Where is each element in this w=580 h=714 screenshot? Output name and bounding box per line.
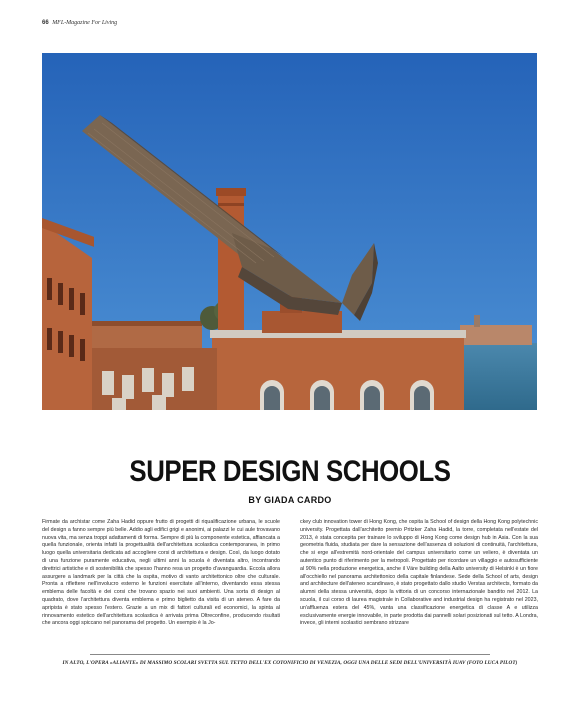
hero-photo — [42, 53, 537, 410]
article-title: SUPER DESIGN SCHOOLS — [129, 455, 451, 488]
body-column-left: Firmate da archistar come Zaha Hadid oppure frutto di progetti di riqualificazione urbana, le scuole del design a fanno sempre più belle. Addio agli edifici grigi e anonimi, ai palazzi le cui aule trovavano nuova vita, ma senza troppi adattamenti di forma. Sempre di più la componente estetica, affiancata a quella funzionale, orienta infatti la progettualità dell'architettura scolastica contemporanea, in primo luogo quella universitaria dedicata ad accogliere corsi di architettura e design. Così, da luogo dotato di una funzione puramente educativa, negli ultimi anni la scuola è diventata altro, incontrando direttrici artistiche e di sostenibilità che spesso l'hanno resa un progetto d'avanguardia. Eccola allora assurgere a landmark per la città che la ospita, motivo di vanto architettonico oltre che culturale. Pronta a riflettere nell'involucro esterno le funzioni esercitate all'interno, diventando essa stessa emblema delle facoltà e dei corsi che trovano spazio nei suoi ambienti. Una sorta di design al quadrato, dove l'architettura diventa emblema e primo biglietto da visita di un ateneo. A fare da apripista è stato spesso l'estero. Grazie a un mix di fattori culturali ed economici, la spinta al rinnovamento estetico dell'architettura scolastica è arrivata prima Oltreconfine, producendo risultati che ancora oggi spiccano nel panorama del progetto. Un esempio è la Jo- — [42, 519, 280, 627]
magazine-name: MFL-Magazine For Living — [52, 20, 118, 26]
page-number: 66 — [42, 20, 49, 26]
page-header — [42, 20, 117, 26]
caption-divider — [90, 654, 490, 655]
article-body — [42, 519, 538, 642]
article-byline: BY GIADA CARDO — [248, 495, 332, 505]
photo-caption: IN ALTO, L'OPERA «ALIANTE» DI MASSIMO SCOLARI SVETTA SUL TETTO DELL'EX COTONIFICIO DI VENEZIA, OGGI UNA DELLE SEDI DELL'UNIVERSITÀ IUAV (FOTO LUCA PILOT) — [62, 660, 518, 666]
body-column-right: ckey club innovation tower di Hong Kong, che ospita la School of design della Hong Kong polytechnic university. Progettata dall'architetto premio Pritzker Zaha Hadid, la torre, completata nell'estate del 2013, è stata concepita per trainare lo sviluppo di Hong Kong come design hub in Asia. Con la sua geometria fluida, studiata per dare la sensazione dell'assenza di soluzioni di continuità, l'architettura, che si erge all'estremità nord-orientale del campus universitario come un veliero, è diventata un autentico punto di riferimento per la metropoli. Progettato per ricordare un villaggio e autosufficiente al 90% nella produzione energetica, anche il Väre building della Aalto university di Helsinki è un fiore all'occhiello nel panorama architettonico della capitale finlandese. Sede della School of arts, design and architecture dell'ateneo scandinavo, è stato progettato dallo studio Verstas architects, formato da alumni della stessa università, dopo la vittoria di un concorso internazionale bandito nel 2012. La scuola, il cui corso di laurea magistrale in Collaborative and industrial design ha registrato nel 2023, un'affluenza estera del 45%, vanta una classificazione energetica di classe A e utilizza esclusivamente energie innovabile, in parte prodotta dai pannelli solari posizionati sul tetto. A Londra, invece, gli interni scolastici sembrano strizzare — [300, 519, 538, 627]
